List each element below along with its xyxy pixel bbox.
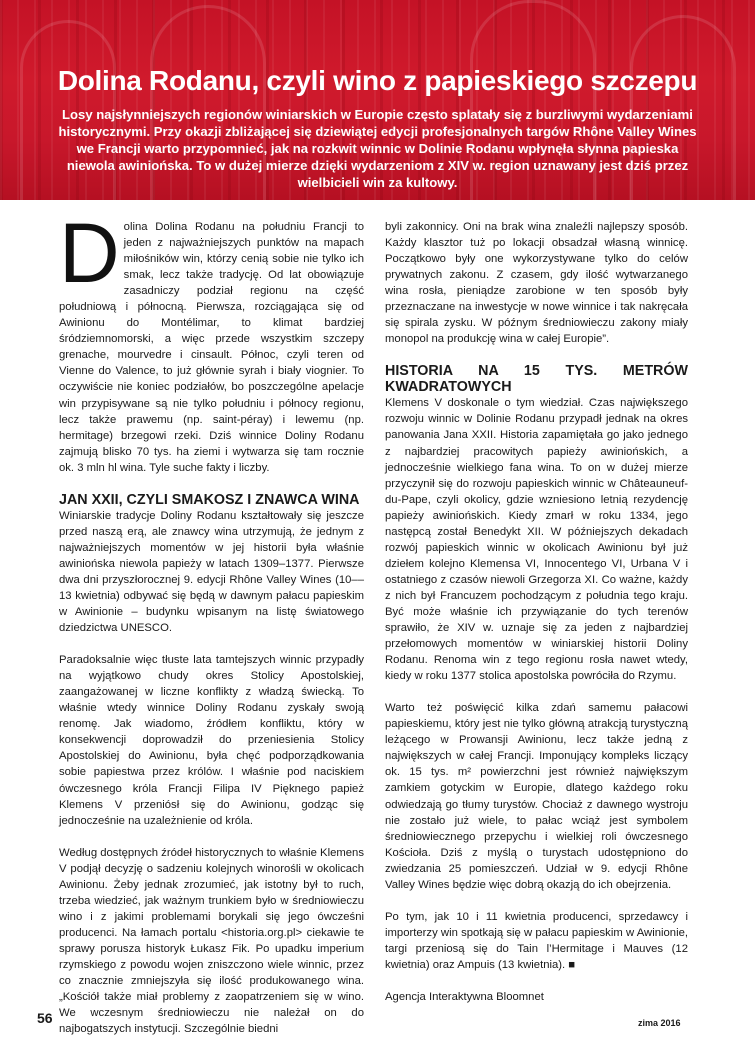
paragraph-6: Po tym, jak 10 i 11 kwietnia producenci, sprzedawcy i importerzy win spotkają się w pałacu papieskim w Awinionie, targi przeniosą się do Tain l’Hermitage i Mauves (12 kwietnia) oraz Ampuis (13 kwietnia). ■ — [385, 910, 688, 971]
intro-paragraph — [59, 206, 364, 476]
page-number: 56 — [37, 1010, 53, 1026]
section-heading-2: HISTORIA NA 15 TYS. METRÓW KWADRATOWYCH — [385, 363, 688, 396]
article-lead: Losy najsłynniejszych regionów winiarskich w Europie często splatały się z burzliwymi wydarzeniami historycznymi. Przy okazji zbliżającej się dziewiątej edycji profesjonalnych targów Rhône Valley Wines we Francji warto przypomnieć, jak na rozkwit winnic w Dolinie Rodanu wpłynęła słynna papieska niewola awiniońska. To w dużej mierze dzięki wydarzeniom z XIV w. region uznawany jest dziś przez wielbicieli win za kultowy. — [58, 107, 697, 190]
paragraph-5: Warto też poświęcić kilka zdań samemu pałacowi papieskiemu, który jest nie tylko główną atrakcją turystyczną leżącego w Prowansji Awinionu, lecz także jedną z największych w całej Francji. Imponujący kompleks liczący ok. 15 tys. m² powierzchni jest również największym zamkiem gotyckim w Europie, dlatego każdego roku odwiedzają go tłumy turystów. Chociaż z dawnego wystroju nie zostało już wiele, to pałac wciąż jest symbolem średniowiecznego przepychu i wielkiej roli ówczesnego Kościoła. Dziś z myślą o turystach udostępniono do zwiedzania 25 pomieszczeń. Udział w 9. edycji Rhône Valley Wines będzie więc dobrą okazją do ich obejrzenia. — [385, 702, 688, 891]
dropcap: D — [59, 206, 120, 300]
header-banner — [0, 0, 755, 200]
author-credit: Agencja Interaktywna Bloomnet — [385, 990, 544, 1003]
paragraph-1: Winiarskie tradycje Doliny Rodanu kształtowały się jeszcze przed naszą erą, ale znawcy wina utrzymują, że jednym z najważniejszych momentów w jej historii była właśnie awiniońska niewola papieży w latach 1309–1377. Pierwsze dwa dni przyszłorocznej 9. edycji Rhône Valley Wines (10––13 kwietnia) odbywać się będą w dawnym pałacu papieskim w Awinionie – budynku wpisanym na listę światowego dziedzictwa UNESCO. — [59, 509, 364, 635]
paragraph-2: Paradoksalnie więc tłuste lata tamtejszych winnic przypadły na wyjątkowo chudy okres Stolicy Apostolskiej, zaangażowanej w liczne konflikty z władzą świecką. To właśnie wtedy winnice Doliny Rodanu zyskały swoją renomę. Jak wiadomo, źródłem konfliktu, który w konsekwencji doprowadził do przeniesienia Stolicy Apostolskiej do Awinionu, była chęć podporządkowania sobie papiestwa przez królów. I właśnie pod naciskiem ówczesnego króla Francji Filipa IV Pięknego papież Klemens V przeniósł się do Awinionu, godząc się jednocześnie na uzależnienie od króla. — [59, 654, 364, 827]
paragraph-4: Klemens V doskonale o tym wiedział. Czas największego rozwoju winnic w Dolinie Rodanu przypadł jednak na okres panowania Jana XXII. Historia zapamiętała go jako jednego z najbardziej pracowitych papieży awiniońskich, a jednocześnie wielkiego fana wina. To on w dużej mierze przyczynił się do rozwoju papieskich winnic w Châteauneuf-du-Pape, czyli okolicy, gdzie wzniesiono letnią rezydencję papieży awiniońskich. Kiedy zmarł w roku 1334, jego następcą został Benedykt XII. W późniejszych dekadach rozwój papieskich winnic w okolicach Awinionu był już dziełem kolejno Klemensa VI, Innocentego VI, Urbana V i ostatniego z czasów niewoli Grzegorza XI. Co ważne, każdy z nich był Francuzem pochodzącym z południa tego kraju. Być może właśnie ich przywiązanie do tych terenów sprawiło, że XIV w. uznaje się za jeden z najbardziej przełomowych momentów w winiarskiej historii Doliny Rodanu. Renoma win z tego regionu rosła nawet wtedy, kiedy w roku 1377 stolica apostolska powróciła do Rzymu. — [385, 397, 688, 683]
issue-label: zima 2016 — [638, 1018, 681, 1028]
paragraph-3-continued: byli zakonnicy. Oni na brak wina znaleźli najlepszy sposób. Każdy klasztor tuż po lokacji obsadzał własną winnicę. Początkowo były one wykorzystywane tylko do celów prywatnych zakonu. Z czasem, gdy ilość wytwarzanego wina rosła, pieniądze zarobione w ten sposób były przeznaczane na inwestycje w nowe winnice i tak nakręcała się spirala zysku. W późnym średniowieczu zakony miały monopol na produkcję wina w całej Europie”. — [385, 221, 688, 346]
intro-text: olina Dolina Rodanu na południu Francji to jeden z najważniejszych punktów na mapach miłośników win, którzy cenią sobie nie tylko ich smak, lecz także tradycję. Od lat obowiązuje zasadniczy podział regionu na część południową i północną. Pierwsza, rozciągająca się od Awinionu do Montélimar, to klimat bardziej śródziemnomorski, a więc przede wszystkim szczepy grenache, mourvedre i cinsault. Północ, czyli teren od Vienne do Valence, to już głównie syrah i biały viognier. To oczywiście nie koniec podziałów, bo poszczególne apelacje win przypisywane są nie tylko południu i północy regionu, lecz także prawemu (np. saint-péray) i lewemu (np. hermitage) brzegowi rzeki. Dziś winnice Doliny Rodanu zajmują blisko 70 tys. ha ziemi i wytwarza się tam rocznie ok. 3 mln hl wina. Tyle suche fakty i liczby. — [59, 221, 364, 474]
section-heading-1: JAN XXII, CZYLI SMAKOSZ I ZNAWCA WINA — [59, 491, 360, 508]
paragraph-3: Według dostępnych źródeł historycznych to właśnie Klemens V podjął decyzję o sadzeniu kolejnych winorośli w okolicach Awinionu. Żeby jednak zrozumieć, jak istotny był to ruch, trzeba wiedzieć, jak ważnym trunkiem było w średniowieczu wino i z jakimi problemami borykali się jego ówcześni producenci. Na łamach portalu <historia.org.pl> ciekawie te sprawy porusza historyk Łukasz Fik. Po upadku imperium rzymskiego z powodu wojen zniszczono wiele winnic, przez co znacznie zmniejszyła się ilość produkowanego wina. „Kościół także miał problemy z zaopatrzeniem się w wino. We wczesnym średniowieczu nie należał on do najbogatszych instytucji. Szczególnie biedni — [59, 846, 364, 1036]
article-title: Dolina Rodanu, czyli wino z papieskiego szczepu — [57, 65, 698, 96]
column-left — [59, 206, 364, 1037]
column-right — [385, 219, 688, 1005]
